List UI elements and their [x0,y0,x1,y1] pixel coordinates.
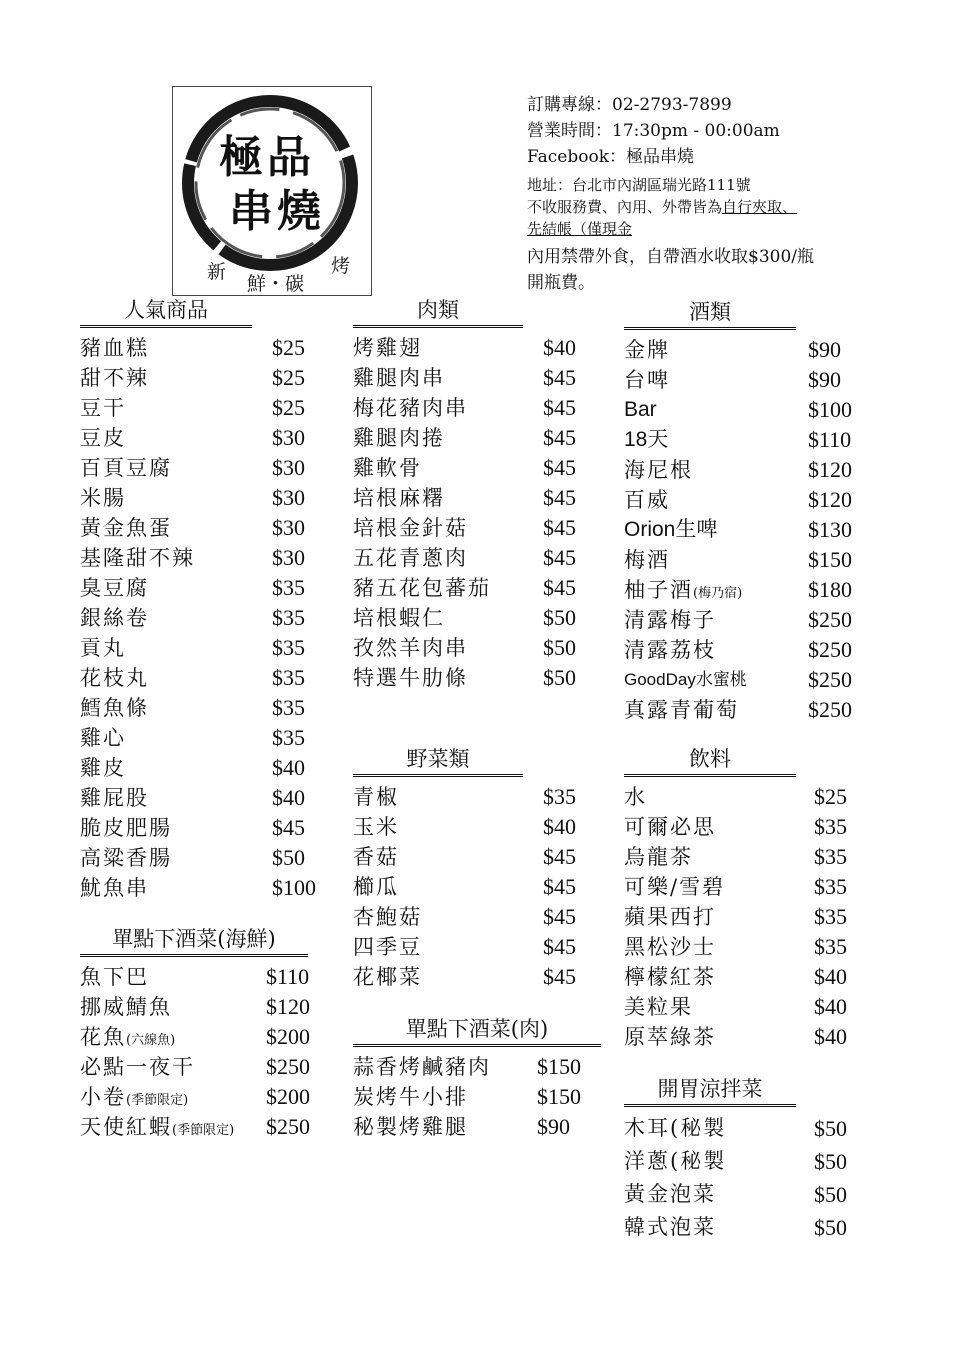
item-name [353,363,445,393]
item-name [624,962,716,992]
item-name-text: GoodDay水蜜桃 [624,670,747,689]
item-price: $90 [808,337,841,362]
item-name-text: 雞皮 [80,756,126,780]
item-name [80,1022,175,1056]
item-name [80,483,126,513]
item-name [80,723,126,753]
item-name-text: 木耳(秘製 [624,1116,727,1140]
item-price: $45 [543,485,576,510]
item-name [624,1112,726,1145]
item-name-text: 雞軟骨 [353,456,422,480]
item-name [80,333,149,363]
item-price: $120 [808,457,852,482]
item-name-text: 炭烤牛小排 [353,1085,468,1109]
outside-food-line: 內用禁帶外食，自帶酒水收取$300/瓶 [527,247,814,267]
item-note: (梅乃宿) [693,586,743,601]
item-name [80,992,172,1022]
item-name [353,513,468,543]
item-name-text: 豆干 [80,396,126,420]
item-name-text: 柚子酒 [624,578,693,602]
item-price: $50 [272,845,305,870]
item-name [80,543,195,573]
item-name [80,423,126,453]
item-name-text: 金牌 [624,338,670,362]
item-name [80,633,126,663]
item-name-text: 梅酒 [624,548,670,572]
item-price: $35 [272,635,305,660]
item-price: $35 [272,575,305,600]
item-name [624,515,717,545]
item-name [80,513,172,543]
item-name [80,813,172,843]
item-name [80,843,172,873]
item-price: $150 [537,1084,581,1109]
item-name-text: 鱈魚條 [80,696,149,720]
facebook-line: Facebook：極品串燒 [527,147,695,167]
item-name [353,902,422,932]
item-price: $100 [272,875,316,900]
item-name-text: 臭豆腐 [80,576,149,600]
item-name [624,902,716,932]
item-name [624,665,747,695]
item-price: $250 [808,667,852,692]
item-name-text: 秘製烤雞腿 [353,1115,468,1139]
item-price: $120 [808,487,852,512]
item-name-text: 可爾必思 [624,815,716,839]
item-price: $45 [272,815,305,840]
item-name-text: 雞腿肉捲 [353,426,445,450]
item-name [80,873,149,903]
item-name [80,603,149,633]
item-name-text: 台啤 [624,368,670,392]
item-name-text: 挪威鯖魚 [80,995,172,1019]
item-price: $35 [814,904,847,929]
address-line: 地址：台北市內湖區瑞光路111號 [527,176,751,194]
item-name-text: 百頁豆腐 [80,456,172,480]
item-name-text: 香菇 [353,845,399,869]
item-name-text: 培根麻糬 [353,486,445,510]
item-name [353,872,399,902]
item-price: $250 [266,1054,310,1079]
policy-text: 不收服務費、內用、外帶皆為 [527,198,723,216]
item-name [624,992,693,1022]
item-price: $130 [808,517,852,542]
item-name [353,423,445,453]
item-price: $150 [537,1054,581,1079]
item-name [353,663,468,693]
item-name [80,1082,188,1116]
item-name-text: 美粒果 [624,995,693,1019]
section-title: 酒類 [624,299,796,330]
section-title: 開胃涼拌菜 [624,1076,796,1107]
item-name-text: 蘋果西打 [624,905,716,929]
item-name [624,335,670,365]
item-name-text: 培根蝦仁 [353,606,445,630]
restaurant-logo [172,86,372,296]
item-price: $30 [272,485,305,510]
item-price: $30 [272,455,305,480]
item-name [353,1112,468,1142]
item-price: $50 [814,1116,847,1141]
policy-line [527,196,937,218]
item-name [353,1052,491,1082]
item-price: $120 [266,994,310,1019]
logo-sub-left: 新 [207,261,227,283]
item-name-text: 貢丸 [80,636,126,660]
item-name-text: 豬五花包蕃茄 [353,576,491,600]
item-name-text: 18天 [624,428,669,451]
item-price: $250 [266,1114,310,1139]
item-name [353,962,422,992]
item-name-text: 雞心 [80,726,126,750]
section-title: 單點下酒菜(肉) [353,1016,601,1047]
item-name [80,1112,234,1146]
item-price: $40 [814,994,847,1019]
item-note: (季節限定) [172,1123,235,1138]
item-price: $50 [814,1182,847,1207]
item-name [624,1145,726,1178]
item-price: $35 [272,695,305,720]
item-price: $250 [808,697,852,722]
item-name-text: 黑松沙士 [624,935,716,959]
item-name [80,783,149,813]
item-name [80,753,126,783]
item-price: $45 [543,425,576,450]
item-price: $35 [272,605,305,630]
item-price: $35 [814,814,847,839]
item-name-text: 雞屁股 [80,786,149,810]
item-name [624,695,739,725]
item-price: $35 [814,844,847,869]
logo-line1: 極品 [219,132,315,183]
item-note: (六線魚) [126,1033,176,1048]
item-name-text: 檸檬紅茶 [624,965,716,989]
item-name [353,842,399,872]
item-price: $45 [543,455,576,480]
item-name [353,333,422,363]
item-price: $110 [266,964,310,989]
item-price: $180 [808,577,852,602]
item-price: $30 [272,545,305,570]
item-price: $45 [543,874,576,899]
item-name-text: 銀絲卷 [80,606,149,630]
item-name-text: 青椒 [353,785,399,809]
item-name [624,932,716,962]
policy-cash-line: 先結帳（僅現金 [527,220,633,238]
item-name [353,812,399,842]
item-price: $35 [543,784,576,809]
item-name [624,455,693,485]
item-name [80,962,149,992]
item-name-text: 玉米 [353,815,399,839]
item-name [80,573,149,603]
item-name-text: 五花青蔥肉 [353,546,468,570]
item-price: $35 [814,934,847,959]
item-price: $50 [543,605,576,630]
logo-line2: 串燒 [229,186,325,237]
item-price: $40 [814,964,847,989]
item-name [624,545,670,575]
item-price: $50 [543,665,576,690]
item-name [624,1022,716,1052]
item-name-text: 花魚 [80,1025,126,1049]
item-name [80,663,149,693]
item-name [353,573,491,603]
item-name [353,393,468,423]
section-title: 飲料 [624,746,796,777]
item-name-text: 豬血糕 [80,336,149,360]
item-name-text: 甜不辣 [80,366,149,390]
section-title: 人氣商品 [80,297,252,328]
item-name-text: 小卷 [80,1085,126,1109]
item-price: $90 [537,1114,570,1139]
item-name-text: 可樂/雪碧 [624,875,726,899]
section-title: 野菜類 [353,746,523,777]
item-name [624,1211,716,1244]
item-price: $90 [808,367,841,392]
item-name-text: 花枝丸 [80,666,149,690]
item-name-text: Bar [624,398,657,421]
item-name-text: 清露荔枝 [624,638,716,662]
item-name [624,485,670,515]
item-name-text: Orion生啤 [624,518,718,541]
item-name-text: 海尼根 [624,458,693,482]
item-name-text: 黃金泡菜 [624,1182,716,1206]
item-name-text: 百威 [624,488,670,512]
item-name-text: 米腸 [80,486,126,510]
restaurant-info [527,92,937,296]
item-price: $45 [543,395,576,420]
item-name [80,693,149,723]
item-price: $250 [808,637,852,662]
item-name [353,603,445,633]
phone-line: 訂購專線：02-2793-7899 [527,95,732,115]
item-name-text: 韓式泡菜 [624,1215,716,1239]
item-price: $250 [808,607,852,632]
item-name-text: 原萃綠茶 [624,1025,716,1049]
item-price: $50 [814,1149,847,1174]
item-price: $110 [808,427,852,452]
item-price: $45 [543,904,576,929]
item-price: $40 [543,814,576,839]
item-name-text: 脆皮肥腸 [80,816,172,840]
item-name [624,365,670,395]
item-price: $40 [543,335,576,360]
item-name [624,842,693,872]
item-price: $50 [814,1215,847,1240]
item-name [624,635,716,665]
item-name [624,425,668,455]
item-note: (季節限定) [126,1093,189,1108]
item-name [624,575,742,609]
logo-sub-right: 烤 [331,255,351,277]
item-price: $45 [543,844,576,869]
opening-fee-line: 開瓶費。 [527,273,595,293]
item-name-text: 四季豆 [353,935,422,959]
item-price: $45 [543,575,576,600]
item-name-text: 高粱香腸 [80,846,172,870]
item-name [353,932,422,962]
item-name-text: 孜然羊肉串 [353,636,468,660]
item-name-text: 櫛瓜 [353,875,399,899]
item-name-text: 蒜香烤鹹豬肉 [353,1055,491,1079]
item-price: $40 [272,755,305,780]
section-title: 肉類 [353,297,523,328]
item-name-text: 必點一夜干 [80,1055,195,1079]
item-price: $30 [272,425,305,450]
item-name [624,782,647,812]
item-name [80,363,149,393]
item-name-text: 杏鮑菇 [353,905,422,929]
item-name [80,453,172,483]
item-name-text: 豆皮 [80,426,126,450]
item-name [80,393,126,423]
item-name-text: 雞腿肉串 [353,366,445,390]
item-price: $100 [808,397,852,422]
item-name-text: 魚下巴 [80,965,149,989]
hours-line: 營業時間：17:30pm - 00:00am [527,121,780,141]
item-name-text: 水 [624,785,647,809]
item-name-text: 烏龍茶 [624,845,693,869]
item-name [80,1052,195,1082]
item-name-text: 烤雞翅 [353,336,422,360]
item-price: $150 [808,547,852,572]
item-name [624,605,716,635]
item-price: $25 [272,335,305,360]
item-price: $200 [266,1084,310,1109]
item-price: $25 [814,784,847,809]
item-name [624,812,716,842]
item-name [624,1178,716,1211]
item-name [353,1082,468,1112]
item-price: $35 [814,874,847,899]
item-name-text: 黃金魚蛋 [80,516,172,540]
item-name-text: 梅花豬肉串 [353,396,468,420]
item-price: $50 [543,635,576,660]
item-name-text: 基隆甜不辣 [80,546,195,570]
item-name-text: 清露梅子 [624,608,716,632]
item-price: $45 [543,964,576,989]
logo-sub-mid: 鮮・碳 [247,273,305,295]
item-name [353,782,399,812]
item-price: $35 [272,665,305,690]
item-price: $25 [272,365,305,390]
item-price: $200 [266,1024,310,1049]
item-price: $35 [272,725,305,750]
item-price: $45 [543,934,576,959]
item-name-text: 魷魚串 [80,876,149,900]
item-price: $40 [814,1024,847,1049]
item-name [353,483,445,513]
item-name-text: 培根金針菇 [353,516,468,540]
item-name-text: 洋蔥(秘製 [624,1149,727,1173]
item-price: $45 [543,365,576,390]
item-name [353,543,468,573]
item-name-text: 天使紅蝦 [80,1115,172,1139]
item-name [624,872,725,902]
item-name [624,395,657,425]
item-price: $40 [272,785,305,810]
item-price: $45 [543,515,576,540]
item-price: $25 [272,395,305,420]
item-price: $45 [543,545,576,570]
item-name-text: 真露青葡萄 [624,698,739,722]
item-name-text: 花椰菜 [353,965,422,989]
policy-underlined: 自行夾取、 [722,198,798,216]
item-name [353,453,422,483]
item-name [353,633,468,663]
item-name-text: 特選牛肋條 [353,666,468,690]
section-title: 單點下酒菜(海鮮) [80,926,308,957]
item-price: $30 [272,515,305,540]
